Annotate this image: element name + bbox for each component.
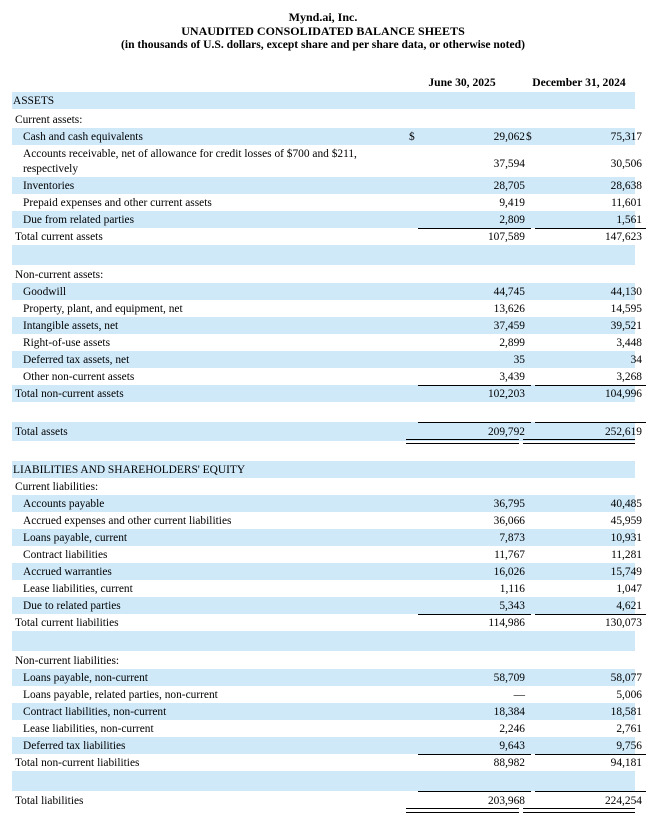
- table-row: Accrued warranties 16,026 15,749: [12, 563, 635, 580]
- table-row: Accrued expenses and other current liabilities 36,066 45,959: [23, 515, 642, 527]
- subheading-noncurrent-assets: Non-current assets:: [15, 269, 104, 281]
- table-row: Accounts payable 36,795 40,485: [12, 495, 635, 512]
- section-heading-liabilities-equity: LIABILITIES AND SHAREHOLDERS' EQUITY: [12, 461, 635, 478]
- double-underline: [523, 808, 635, 813]
- table-row: Prepaid expenses and other current assets 9,419 11,601: [23, 197, 642, 209]
- grand-total-row: Total liabilities 203,968 224,254: [12, 791, 635, 810]
- currency-symbol: $: [409, 131, 415, 143]
- table-row: Contract liabilities 11,767 11,281: [23, 549, 642, 561]
- table-row: Lease liabilities, non-current 2,246 2,761: [23, 723, 642, 735]
- table-row: Property, plant, and equipment, net 13,626 14,595: [23, 303, 642, 315]
- table-row: Goodwill 44,745 44,130: [12, 283, 635, 300]
- column-header-june-2025: June 30, 2025: [428, 76, 496, 89]
- total-row: Total current assets 107,589 147,623: [12, 228, 635, 245]
- table-row: Other non-current assets 3,439 3,268: [23, 371, 642, 383]
- spacer-row: [12, 771, 635, 791]
- table-row: Loans payable, related parties, non-current — 5,006: [23, 689, 642, 701]
- total-row: Total non-current assets 102,203 104,996: [12, 385, 635, 402]
- table-row: Loans payable, current 7,873 10,931: [12, 529, 635, 546]
- table-row: Deferred tax liabilities 9,643 9,756: [12, 737, 635, 754]
- total-row: Total current liabilities 114,986 130,073: [12, 614, 635, 631]
- subheading-current-liabilities: Current liabilities:: [15, 481, 99, 493]
- section-heading-assets: ASSETS: [12, 92, 635, 109]
- table-row: Contract liabilities, non-current 18,384 18,581: [12, 703, 635, 720]
- units-note: (in thousands of U.S. dollars, except share and per share data, or otherwise noted): [121, 38, 525, 51]
- table-row: Intangible assets, net 37,459 39,521: [12, 317, 635, 334]
- table-row: Deferred tax assets, net 35 34: [12, 351, 635, 368]
- table-row: Right-of-use assets 2,899 3,448: [23, 337, 642, 349]
- double-underline: [406, 808, 519, 813]
- statement-title: UNAUDITED CONSOLIDATED BALANCE SHEETS: [181, 24, 465, 38]
- total-row: Total non-current liabilities 88,982 94,181: [12, 754, 635, 771]
- table-row: Due from related parties 2,809 1,561: [12, 211, 635, 228]
- subheading-noncurrent-liabilities: Non-current liabilities:: [15, 655, 120, 667]
- table-row: Cash and cash equivalents $ 29,062 $ 75,317: [12, 128, 635, 145]
- table-row: Inventories 28,705 28,638: [12, 177, 635, 194]
- table-row: Loans payable, non-current 58,709 58,077: [12, 669, 635, 686]
- spacer-row: [12, 245, 635, 265]
- column-header-december-2024: December 31, 2024: [532, 76, 626, 89]
- company-name: Mynd.ai, Inc.: [288, 10, 358, 24]
- currency-symbol: $: [526, 131, 532, 143]
- double-underline: [523, 439, 635, 444]
- table-row: Lease liabilities, current 1,116 1,047: [23, 583, 642, 595]
- double-underline: [406, 439, 519, 444]
- grand-total-row: Total assets 209,792 252,619: [12, 422, 635, 441]
- table-row: Accounts receivable, net of allowance for credit losses of $700 and $211, respectively 37,594 30,506: [23, 148, 642, 175]
- subheading-current-assets: Current assets:: [15, 114, 83, 126]
- table-row: Due to related parties 5,343 4,621: [12, 597, 635, 614]
- spacer-row: [12, 631, 635, 651]
